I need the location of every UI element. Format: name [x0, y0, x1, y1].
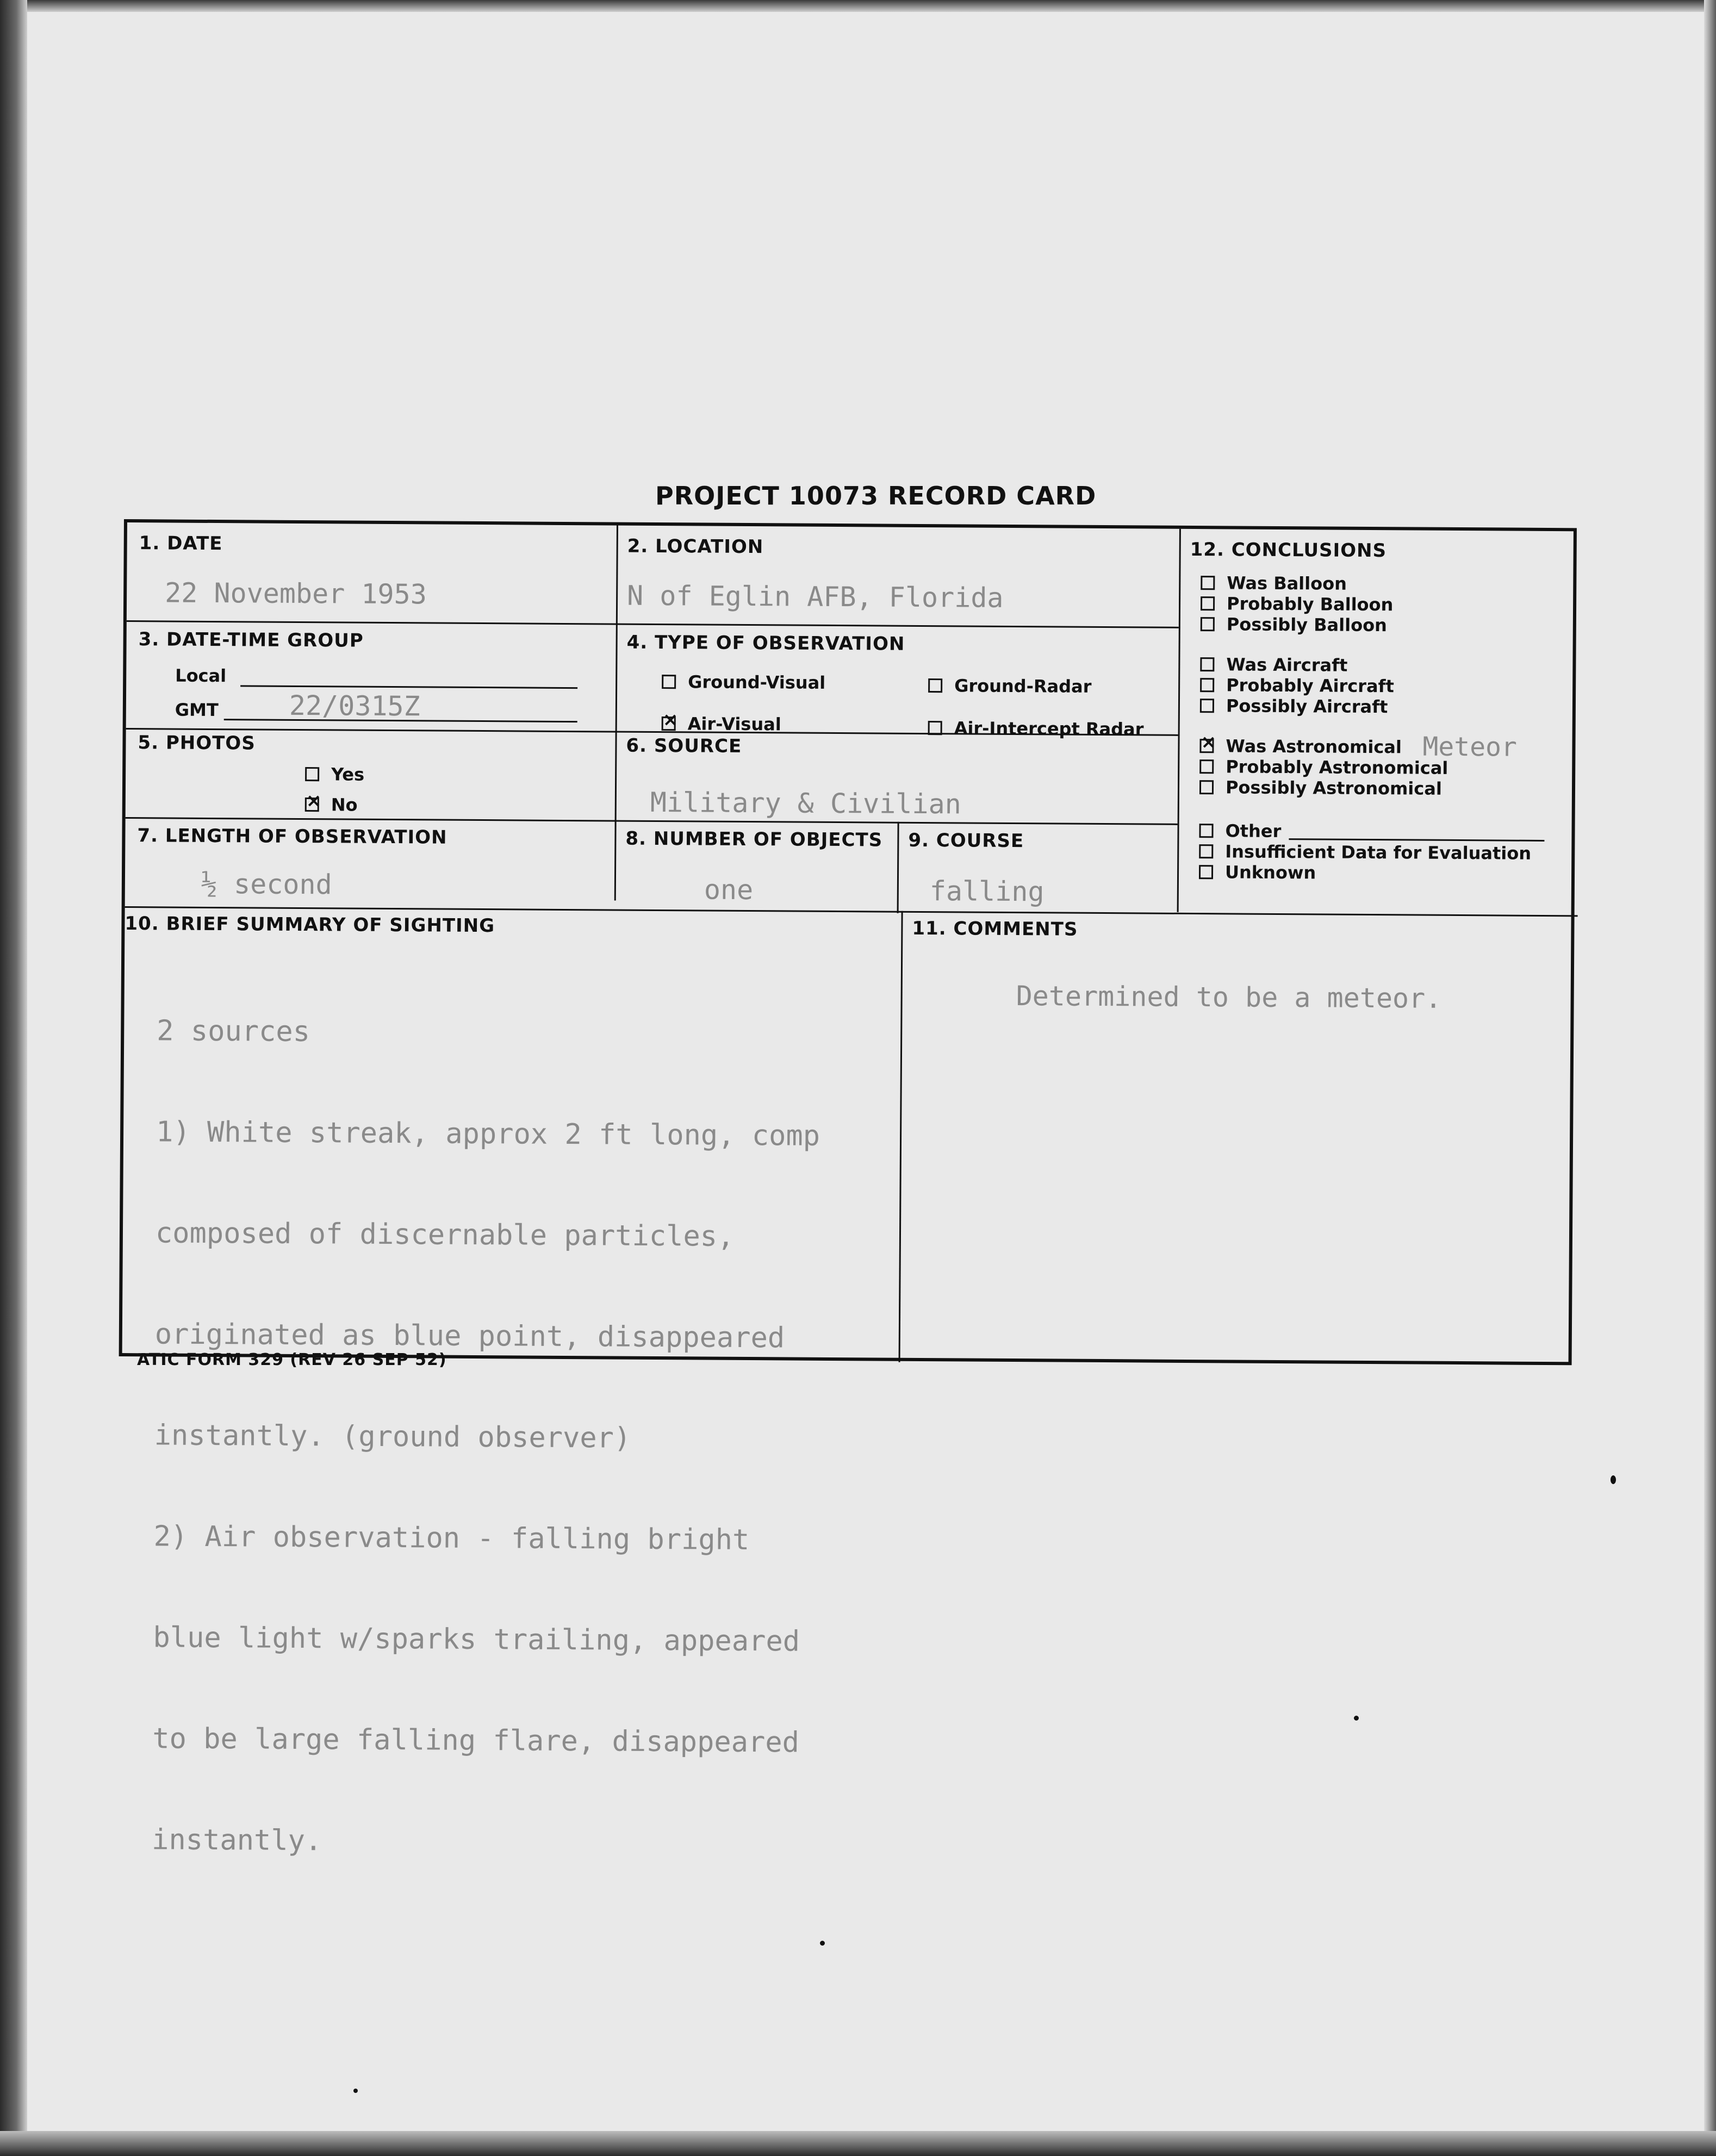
- conclusion-unknown[interactable]: Unknown: [1199, 862, 1316, 883]
- divider: [126, 817, 1178, 825]
- dtg-label: 3. DATE-TIME GROUP: [138, 628, 364, 652]
- option-label: No: [331, 794, 358, 815]
- num-objects-value: one: [704, 874, 754, 906]
- option-label: Yes: [331, 764, 365, 785]
- checkbox-icon: [1199, 780, 1214, 794]
- checkbox-icon: [928, 678, 942, 693]
- checked-checkbox-icon: [1199, 739, 1214, 753]
- dust-speck: [820, 1941, 825, 1946]
- conclusion-possibly-astronomical[interactable]: Possibly Astronomical: [1199, 777, 1442, 799]
- photos-yes[interactable]: [305, 764, 364, 785]
- obs-type-label: 4. TYPE OF OBSERVATION: [626, 631, 905, 655]
- gmt-label: GMT: [175, 699, 219, 721]
- checked-checkbox-icon: [305, 797, 319, 812]
- checkbox-icon: [305, 767, 319, 781]
- photos-no[interactable]: [305, 794, 358, 815]
- option-air-visual[interactable]: [662, 713, 781, 734]
- checkbox-icon: [662, 675, 676, 689]
- conclusion-other[interactable]: Other: [1199, 820, 1281, 842]
- option-ground-radar[interactable]: [928, 675, 1092, 697]
- summary-line: blue light w/sparks trailing, appeared: [153, 1621, 800, 1658]
- conclusion-probably-aircraft[interactable]: Probably Aircraft: [1200, 675, 1394, 696]
- date-value: 22 November 1953: [164, 577, 427, 610]
- checkbox-icon: [1199, 844, 1213, 858]
- length-label: 7. LENGTH OF OBSERVATION: [137, 825, 447, 849]
- checkbox-icon: [1201, 596, 1215, 610]
- divider: [614, 526, 618, 901]
- divider: [897, 822, 899, 913]
- option-label: Ground-Visual: [688, 671, 826, 693]
- summary-label: 10. BRIEF SUMMARY OF SIGHTING: [125, 913, 495, 937]
- checkbox-icon: [928, 721, 942, 735]
- checkbox-icon: [1199, 759, 1214, 774]
- course-value: falling: [929, 875, 1044, 908]
- checkbox-icon: [1199, 865, 1213, 879]
- course-label: 9. COURSE: [908, 829, 1024, 852]
- summary-line: instantly.: [151, 1823, 322, 1858]
- location-label: 2. LOCATION: [627, 535, 764, 558]
- option-label: Ground-Radar: [954, 675, 1092, 697]
- summary-line: instantly. (ground observer): [154, 1419, 631, 1455]
- film-edge-right: [1704, 0, 1716, 2156]
- comments-label: 11. COMMENTS: [912, 917, 1078, 940]
- length-value: ½ second: [201, 868, 332, 901]
- film-edge-left: [0, 0, 27, 2156]
- photos-label: 5. PHOTOS: [138, 732, 256, 755]
- conclusion-was-aircraft[interactable]: Was Aircraft: [1200, 654, 1347, 676]
- divider: [127, 620, 1179, 628]
- conclusion-probably-astronomical[interactable]: Probably Astronomical: [1199, 756, 1448, 778]
- astronomical-note: Meteor: [1422, 731, 1518, 763]
- conclusion-was-astronomical[interactable]: ×Was Astronomical: [1199, 736, 1402, 757]
- num-objects-label: 8. NUMBER OF OBJECTS: [625, 827, 883, 851]
- source-value: Military & Civilian: [650, 786, 961, 820]
- checkbox-icon: [1200, 657, 1214, 671]
- checkbox-icon: [1200, 699, 1214, 713]
- checkbox-icon: [1201, 576, 1215, 590]
- summary-line: 1) White streak, approx 2 ft long, comp: [156, 1116, 820, 1152]
- checkbox-icon: [1201, 617, 1215, 631]
- dust-speck: [1611, 1475, 1616, 1484]
- gmt-value: 22/0315Z: [289, 689, 420, 722]
- option-air-intercept-radar[interactable]: [928, 718, 1144, 739]
- conclusion-was-balloon[interactable]: Was Balloon: [1201, 572, 1347, 594]
- other-underline: [1289, 838, 1544, 842]
- film-edge-top: [0, 0, 1716, 12]
- summary-line: 2) Air observation - falling bright: [153, 1520, 750, 1557]
- checkbox-icon: [1199, 824, 1213, 838]
- local-label: Local: [175, 665, 227, 687]
- summary-line: originated as blue point, disappeared: [154, 1318, 785, 1355]
- conclusion-probably-balloon[interactable]: Probably Balloon: [1201, 593, 1393, 615]
- divider: [899, 911, 903, 1362]
- card-title: PROJECT 10073 RECORD CARD: [655, 481, 1097, 510]
- summary-line: composed of discernable particles,: [155, 1217, 735, 1253]
- option-label: Air-Intercept Radar: [954, 718, 1144, 740]
- summary-line: 2 sources: [157, 1014, 310, 1049]
- source-label: 6. SOURCE: [626, 734, 742, 757]
- comments-value: Determined to be a meteor.: [1016, 980, 1442, 1014]
- conclusions-label: 12. CONCLUSIONS: [1190, 538, 1387, 562]
- conclusion-possibly-balloon[interactable]: Possibly Balloon: [1201, 614, 1387, 635]
- checked-checkbox-icon: [662, 716, 676, 731]
- option-ground-visual[interactable]: [662, 671, 825, 693]
- summary-line: to be large falling flare, disappeared: [152, 1722, 800, 1759]
- record-card: [119, 519, 1577, 1858]
- summary-text: [151, 946, 821, 1928]
- dust-speck: [353, 2089, 358, 2093]
- date-label: 1. DATE: [139, 532, 223, 555]
- option-label: Air-Visual: [687, 713, 781, 735]
- film-edge-bottom: [0, 2131, 1716, 2156]
- dust-speck: [1354, 1716, 1359, 1721]
- local-underline: [240, 685, 577, 689]
- conclusion-possibly-aircraft[interactable]: Possibly Aircraft: [1200, 695, 1388, 717]
- conclusion-insufficient-data[interactable]: Insufficient Data for Evaluation: [1199, 841, 1531, 864]
- checkbox-icon: [1200, 678, 1214, 692]
- divider: [1177, 529, 1181, 912]
- form-footer: ATIC FORM 329 (REV 26 SEP 52): [137, 1350, 447, 1369]
- location-value: N of Eglin AFB, Florida: [626, 579, 1004, 614]
